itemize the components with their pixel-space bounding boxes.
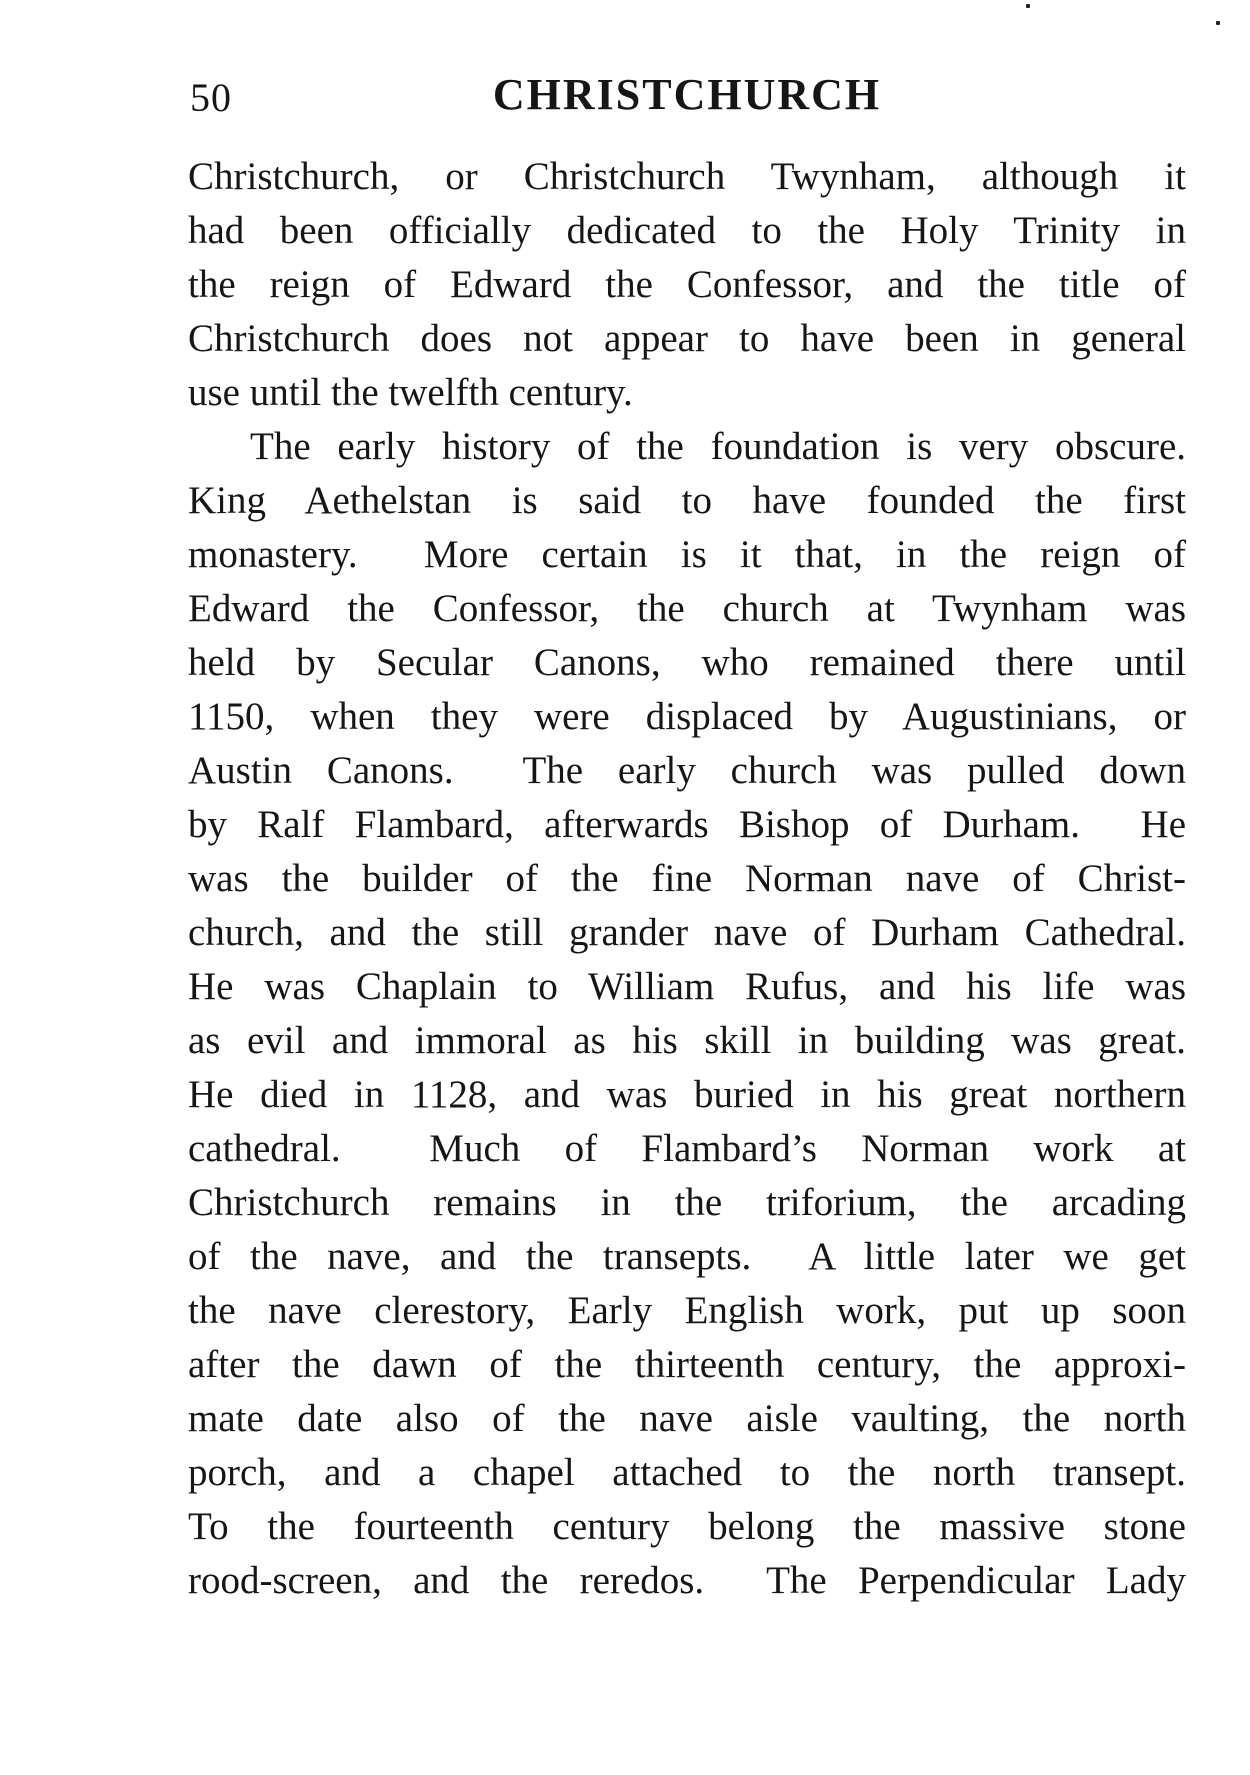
text-line: held by Secular Canons, who remained there until xyxy=(188,641,1186,684)
text-line: rood-screen, and the reredos. The Perpendicular Lady xyxy=(188,1559,1186,1602)
text-line: Christchurch remains in the triforium, the arcading xyxy=(188,1181,1186,1224)
text-line: Austin Canons. The early church was pulled down xyxy=(188,749,1186,792)
text-line: had been officially dedicated to the Holy Trinity in xyxy=(188,209,1186,252)
scan-speck xyxy=(1026,4,1030,8)
text-line: Christchurch, or Christchurch Twynham, although it xyxy=(188,155,1186,198)
text-line: Christchurch does not appear to have been in general xyxy=(188,317,1186,360)
text-line: cathedral. Much of Flambard’s Norman work at xyxy=(188,1127,1186,1170)
scan-speck xyxy=(1216,21,1220,25)
text-line: He died in 1128, and was buried in his great northern xyxy=(188,1073,1186,1116)
text-line: was the builder of the fine Norman nave of Christ- xyxy=(188,857,1186,900)
text-line: use until the twelfth century. xyxy=(188,371,633,414)
text-line: the reign of Edward the Confessor, and the title of xyxy=(188,263,1186,306)
text-line: after the dawn of the thirteenth century, the approxi- xyxy=(188,1343,1186,1386)
running-head: CHRISTCHURCH xyxy=(492,70,882,119)
text-line: He was Chaplain to William Rufus, and his life was xyxy=(188,965,1186,1008)
text-line: of the nave, and the transepts. A little later we get xyxy=(188,1235,1186,1278)
text-line: by Ralf Flambard, afterwards Bishop of Durham. He xyxy=(188,803,1186,846)
text-line: porch, and a chapel attached to the north transept. xyxy=(188,1451,1186,1494)
page-number: 50 xyxy=(190,75,232,120)
text-line: as evil and immoral as his skill in building was great. xyxy=(188,1019,1186,1062)
text-line: monastery. More certain is it that, in the reign of xyxy=(188,533,1186,576)
page-body xyxy=(188,150,1186,1608)
text-line: 1150, when they were displaced by Augustinians, or xyxy=(188,695,1186,738)
text-line: The early history of the foundation is very obscure. xyxy=(250,425,1186,468)
text-line: church, and the still grander nave of Durham Cathedral. xyxy=(188,911,1186,954)
text-line: King Aethelstan is said to have founded the first xyxy=(188,479,1186,522)
text-line: mate date also of the nave aisle vaulting, the north xyxy=(188,1397,1186,1440)
text-line: To the fourteenth century belong the massive stone xyxy=(188,1505,1186,1548)
text-line: Edward the Confessor, the church at Twynham was xyxy=(188,587,1186,630)
text-line: the nave clerestory, Early English work, put up soon xyxy=(188,1289,1186,1332)
